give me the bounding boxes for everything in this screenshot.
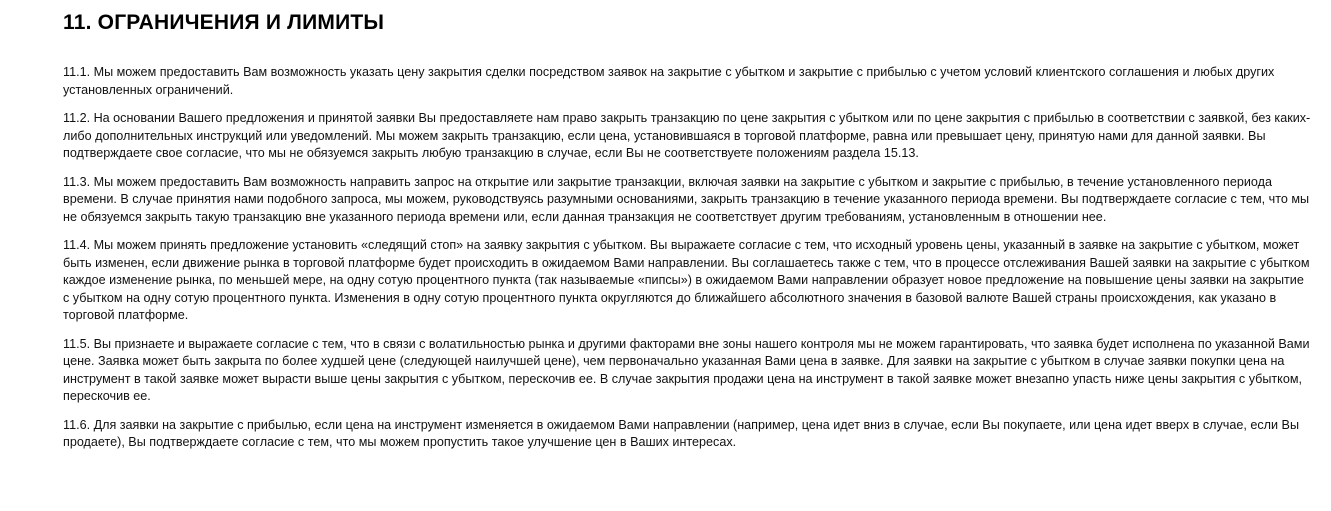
section-title: 11. ОГРАНИЧЕНИЯ И ЛИМИТЫ bbox=[63, 11, 385, 34]
paragraph-11-5: 11.5. Вы признаете и выражаете согласие с тем, что в связи с волатильностью рынка и другими факторами вне зоны нашего контроля мы не можем гарантировать, что заявка будет исполнена по указанной Вами цене. Заявка может быть закрыта по более худшей цене (следующей наилучшей цене), чем первоначально указанная Вами цена в заявке. Для заявки на закрытие с убытком в случае заявки покупки цена на инструмент в такой заявке может вырасти выше цены закрытия с убытком, перескочив ее. В случае закрытия продажи цена на инструмент в такой заявке может внезапно упасть ниже цены закрытия с убытком, перескочив ее. bbox=[63, 336, 1310, 403]
section-body bbox=[63, 64, 1311, 452]
paragraph-11-1: 11.1. Мы можем предоставить Вам возможность указать цену закрытия сделки посредством заявок на закрытие с убытком и закрытие с прибылью с учетом условий клиентского соглашения и любых других установленных ограничений. bbox=[63, 65, 1275, 97]
paragraph-11-6: 11.6. Для заявки на закрытие с прибылью, если цена на инструмент изменяется в ожидаемом Вами направлении (например, цена идет вниз в случае, если Вы покупаете, или цена идет вверх в случае, если Вы продаете), Вы подтверждаете согласие с тем, что мы можем пропустить такое улучшение цен в Ваших интересах. bbox=[63, 417, 1299, 449]
paragraph-11-3: 11.3. Мы можем предоставить Вам возможность направить запрос на открытие или закрытие транзакции, включая заявки на закрытие с убытком и закрытие с прибылью, в течение установленного периода времени. В случае принятия нами подобного запроса, мы можем, руководствуясь разумными основаниями, закрыть транзакцию в течение указанного периода времени. Вы подтверждаете согласие с тем, что мы не обязуемся закрыть такую транзакцию вне указанного периода времени или, если данная транзакция не соответствует другим требованиям, установленным в отношении нее. bbox=[63, 174, 1310, 224]
paragraph-11-4: 11.4. Мы можем принять предложение установить «следящий стоп» на заявку закрытия с убытком. Вы выражаете согласие с тем, что исходный уровень цены, указанный в заявке на закрытие с убытком, может быть изменен, если движение рынка в торговой платформе будет происходить в ожидаемом Вами направлении. Вы соглашаетесь также с тем, что в процессе отслеживания Вашей заявки на закрытие с убытком каждое изменение рынка, по меньшей мере, на одну сотую процентного пункта (так называемые «пипсы») в ожидаемом Вами направлении образует новое предложение на повышение цены заявки на закрытие с убытком на одну сотую процентного пункта. Изменения в одну сотую процентного пункта округляются до ближайшего абсолютного значения в базовой валюте Вашей страны происхождения, как указано в торговой платформе. bbox=[63, 238, 1310, 322]
paragraph-11-2: 11.2. На основании Вашего предложения и принятой заявки Вы предоставляете нам право закрыть транзакцию по цене закрытия с убытком или по цене закрытия с прибылью в соответствии с заявкой, без каких-либо дополнительных инструкций или уведомлений. Мы можем закрыть транзакцию, если цена, установившаяся в торговой платформе, равна или превышает цену, принятую нами для данной заявки. Вы подтверждаете свое согласие, что мы не обязуемся закрыть любую транзакцию в случае, если Вы не соответствуете положениям раздела 15.13. bbox=[63, 111, 1311, 160]
